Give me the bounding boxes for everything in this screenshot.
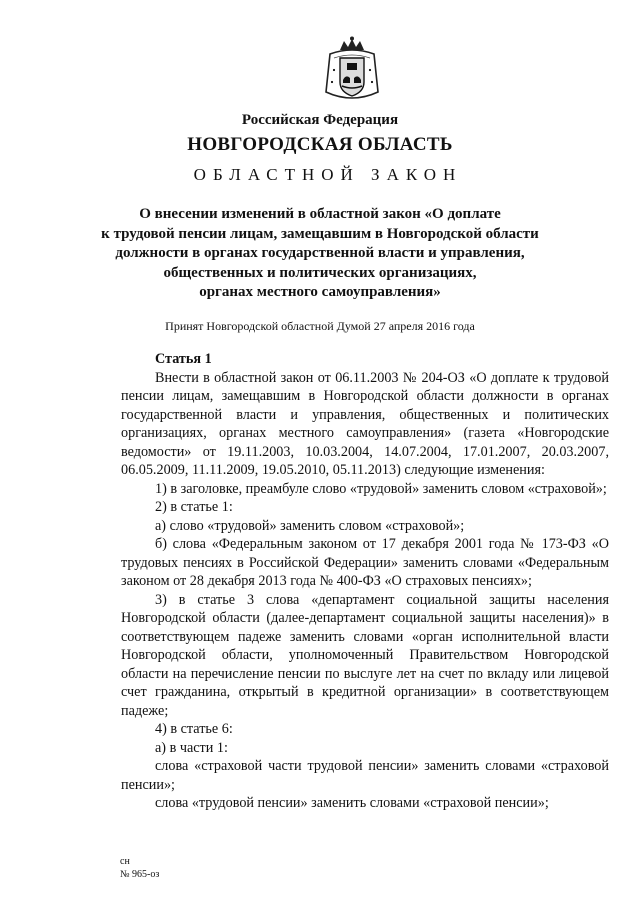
document-number: № 965-оз <box>120 869 160 880</box>
law-title <box>0 205 640 303</box>
paragraph: 4) в статье 6: <box>155 721 233 737</box>
law-title-line: должности в органах государственной власти и управления, <box>115 245 525 261</box>
paragraph: слова «трудовой пенсии» заменить словами «страховой пенсии»; <box>155 795 549 811</box>
footer-initials: сн <box>120 856 130 867</box>
paragraph: 3) в статье 3 слова «департамент социальной защиты населения Новгородской области (далее-департамент социальной защиты населения)» в соответствующем падеже заменить словами «орган исполнительной власти Новгородской области, уполномоченный Правительством Новгородской области на перечисление пенсии по выслуге лет на счет по вкладу или лицевой счет гражданина, открытый в кредитной организации» в соответствующем падеже; <box>121 591 609 719</box>
law-type: ОБЛАСТНОЙ ЗАКОН <box>193 165 463 184</box>
law-title-line: О внесении изменений в областной закон «О доплате <box>139 206 501 222</box>
paragraph: б) слова «Федеральным законом от 17 декабря 2001 года № 173-ФЗ «О трудовых пенсиях в Российской Федерации» заменить словами «Федеральным законом от 28 декабря 2013 года № 400-ФЗ «О страховых пенсиях»; <box>121 536 609 589</box>
article-heading: Статья 1 <box>155 351 212 367</box>
paragraph: слова «страховой части трудовой пенсии» заменить словами «страховой пенсии»; <box>121 758 609 793</box>
document-footer <box>120 855 159 881</box>
coat-of-arms-icon <box>322 36 382 102</box>
law-title-line: общественных и политических организациях, <box>163 264 477 281</box>
law-title-line: органах местного самоуправления» <box>199 284 441 300</box>
law-body <box>121 350 609 813</box>
paragraph: а) слово «трудовой» заменить словом «страховой»; <box>155 517 465 534</box>
region-name: НОВГОРОДСКАЯ ОБЛАСТЬ <box>187 134 453 155</box>
paragraph: 2) в статье 1: <box>155 499 233 515</box>
law-title-line: к трудовой пенсии лицам, замещавшим в Новгородской области <box>101 225 539 242</box>
paragraph: Внести в областной закон от 06.11.2003 № 204-ОЗ «О доплате к трудовой пенсии лицам, замещавшим в Новгородской области должности в органах государственной власти и управления, общественных и политических организациях, органах местного самоуправления» (газета «Новгородские ведомости» от 19.11.2003, 10.03.2004, 14.07.2004, 17.01.2007, 20.03.2007, 06.05.2009, 11.11.2009, 19.05.2010, 05.11.2013) следующие изменения: <box>121 369 609 478</box>
paragraph: 1) в заголовке, преамбуле слово «трудовой» заменить словом «страховой»; <box>155 480 607 497</box>
paragraph: а) в части 1: <box>155 739 228 756</box>
adoption-note: Принят Новгородской областной Думой 27 апреля 2016 года <box>165 319 475 333</box>
country-name: Российская Федерация <box>241 112 399 128</box>
